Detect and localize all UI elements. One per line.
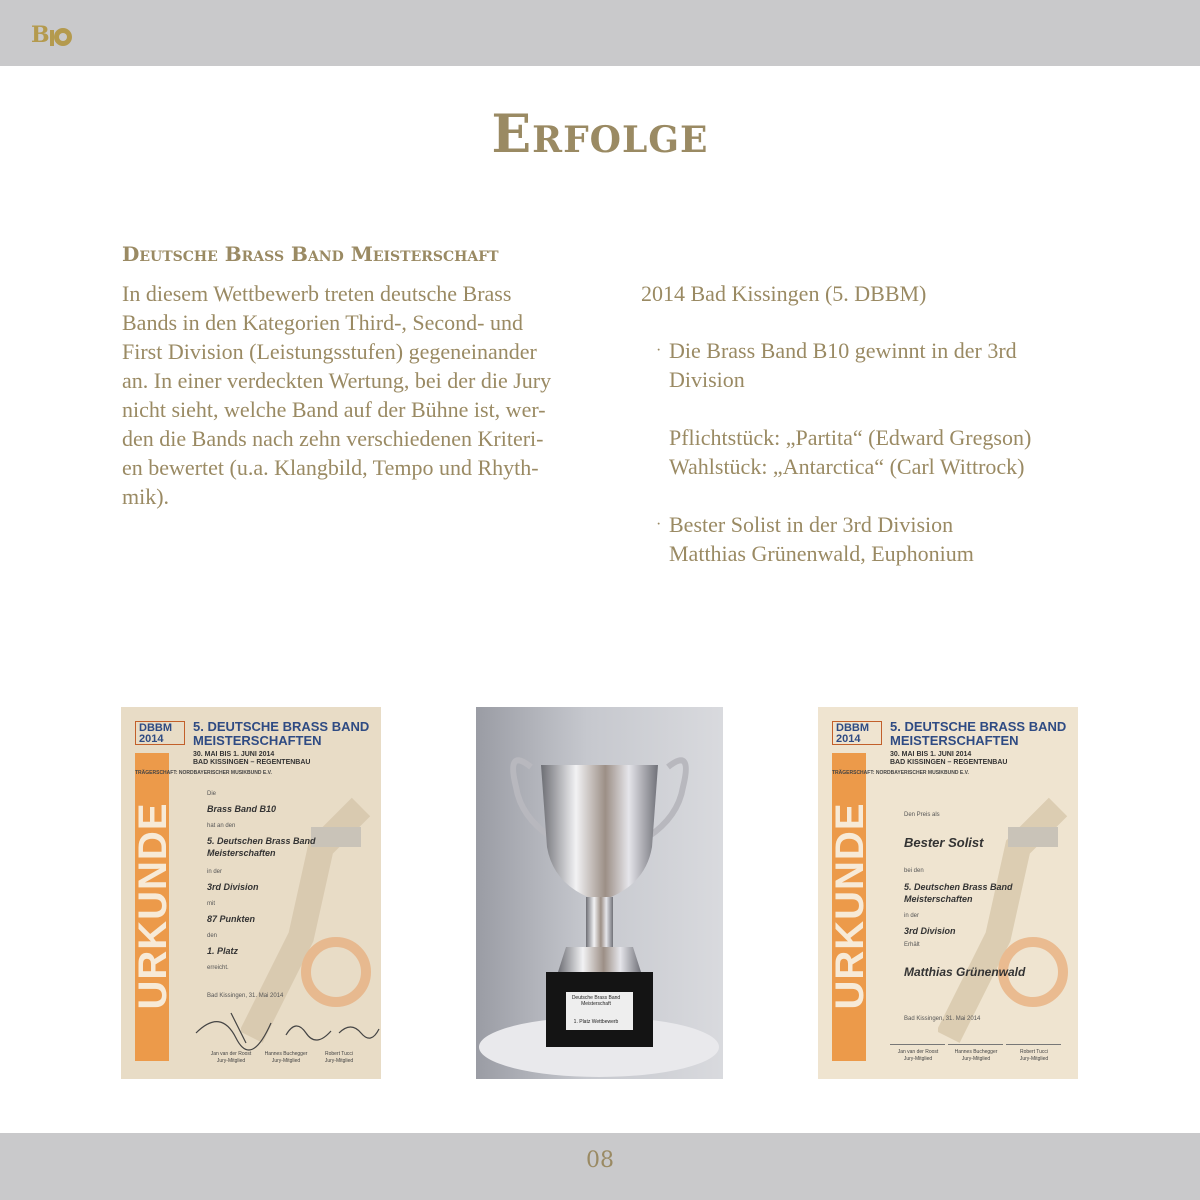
cert-dates <box>890 751 1075 767</box>
page-number: 08 <box>586 1148 614 1173</box>
intro-line: First Division (Leistungsstufen) gegeneinander <box>122 339 537 364</box>
intro-line: en bewertet (u.a. Klangbild, Tempo und Rhyth- <box>122 455 539 480</box>
cert-event-line: 5. Deutschen Brass Band <box>904 882 1013 892</box>
bullet-dot: · <box>656 516 662 533</box>
cert-division: 3rd Division <box>207 882 259 892</box>
signature-name: Robert Tucci <box>1019 1049 1049 1055</box>
certificate-band <box>121 707 381 1079</box>
bullet-line: Division <box>669 367 745 392</box>
cert-text: Erhält <box>904 942 920 948</box>
cert-date-line: 30. MAI BIS 1. JUNI 2014 <box>890 751 972 758</box>
cert-division: 3rd Division <box>904 926 956 936</box>
page-title: Erfolge <box>491 104 709 165</box>
signature-line <box>890 1044 945 1045</box>
intro-line: In diesem Wettbewerb treten deutsche Brass <box>122 281 512 306</box>
cert-text: hat an den <box>207 823 236 829</box>
plate-line: Meisterschaft <box>581 1001 611 1007</box>
signature-line <box>1006 1044 1061 1045</box>
cert-text: mit <box>207 901 215 907</box>
cert-org: TRÄGERSCHAFT: NORDBAYERISCHER MUSIKBUND E.V. <box>832 770 969 776</box>
cert-event-line: Meisterschaften <box>904 894 973 904</box>
cert-award: Bester Solist <box>904 835 984 850</box>
signature-role: Jury-Mitglied <box>216 1058 246 1064</box>
plate-line: 1. Platz Wettbewerb <box>573 1019 619 1025</box>
top-bar <box>0 0 1200 66</box>
cert-text: den <box>207 933 218 939</box>
dbbm-logo: DBBM 2014 <box>832 721 882 745</box>
cert-text: in der <box>207 869 223 875</box>
bullet-dot: · <box>656 342 662 359</box>
b10-logo-icon <box>30 20 74 48</box>
bullet-line: Matthias Grünenwald, Euphonium <box>669 541 974 566</box>
cert-event-line: 5. Deutschen Brass Band <box>207 836 316 846</box>
dbbm-logo: DBBM 2014 <box>135 721 185 745</box>
signature-name: Hannes Buchegger <box>954 1049 998 1055</box>
cert-text: erreicht. <box>207 965 229 971</box>
intro-paragraph <box>122 279 583 511</box>
trumpet-watermark-icon <box>938 787 1078 1047</box>
bullet-line: Die Brass Band B10 gewinnt in der 3rd <box>669 338 1017 363</box>
signature-line <box>948 1044 1003 1045</box>
intro-line: den die Bands nach zehn verschiedenen Kriteri- <box>122 426 544 451</box>
signature-name: Hannes Buchegger <box>264 1051 308 1057</box>
signatures-icon <box>191 1003 381 1051</box>
cert-event <box>904 881 1013 905</box>
compulsory-piece: Pflichtstück: „Partita“ (Edward Gregson) <box>669 425 1032 450</box>
signature-role: Jury-Mitglied <box>961 1056 991 1062</box>
cert-title: 5. DEUTSCHE BRASS BAND MEISTERSCHAFTEN <box>193 719 370 748</box>
cert-dates <box>193 751 378 767</box>
cert-points: 87 Punkten <box>207 914 256 924</box>
result-title: 2014 Bad Kissingen (5. DBBM) <box>641 281 927 306</box>
plate-line: Deutsche Brass Band <box>571 995 621 1001</box>
cert-text: in der <box>904 913 920 919</box>
bullet-line: Bester Solist in der 3rd Division <box>669 512 954 537</box>
trophy-photo <box>476 707 723 1079</box>
certificate-soloist <box>818 707 1078 1079</box>
cert-title: 5. DEUTSCHE BRASS BAND MEISTERSCHAFTEN <box>890 719 1067 748</box>
trophy-plate <box>566 995 626 1025</box>
signature-name: Jan van der Roost <box>210 1051 252 1057</box>
urkunde-label: URKUNDE <box>131 802 175 1010</box>
own-choice-piece: Wahlstück: „Antarctica“ (Carl Wittrock) <box>669 454 1025 479</box>
cert-text: Den Preis als <box>904 812 940 818</box>
signature-name: Jan van der Roost <box>897 1049 939 1055</box>
intro-line: mik). <box>122 484 170 509</box>
signature-name: Robert Tucci <box>324 1051 354 1057</box>
cert-venue-line: BAD KISSINGEN – REGENTENBAU <box>193 759 311 766</box>
cert-org: TRÄGERSCHAFT: NORDBAYERISCHER MUSIKBUND E.V. <box>135 770 272 776</box>
cert-place-date: Bad Kissingen, 31. Mai 2014 <box>904 1016 981 1022</box>
cert-text: Die <box>207 791 217 797</box>
cert-text: bei den <box>904 868 924 874</box>
cert-place: 1. Platz <box>207 946 239 956</box>
cert-venue-line: BAD KISSINGEN – REGENTENBAU <box>890 759 1008 766</box>
cert-date-line: 30. MAI BIS 1. JUNI 2014 <box>193 751 275 758</box>
cert-event <box>207 835 316 859</box>
signature-role: Jury-Mitglied <box>324 1058 354 1064</box>
intro-line: nicht sieht, welche Band auf der Bühne ist, wer- <box>122 397 546 422</box>
signature-role: Jury-Mitglied <box>1019 1056 1049 1062</box>
cert-event-line: Meisterschaften <box>207 848 276 858</box>
signature-role: Jury-Mitglied <box>903 1056 933 1062</box>
signature-role: Jury-Mitglied <box>271 1058 301 1064</box>
section-heading: Deutsche Brass Band Meisterschaft <box>122 242 499 266</box>
intro-line: an. In einer verdeckten Wertung, bei der die Jury <box>122 368 552 393</box>
cert-recipient: Matthias Grünenwald <box>904 965 1026 979</box>
intro-line: Bands in den Kategorien Third-, Second- und <box>122 310 524 335</box>
cert-band-name: Brass Band B10 <box>207 804 277 814</box>
cert-place-date: Bad Kissingen, 31. Mai 2014 <box>207 993 284 999</box>
urkunde-label: URKUNDE <box>828 802 872 1010</box>
svg-text:B: B <box>31 22 50 48</box>
